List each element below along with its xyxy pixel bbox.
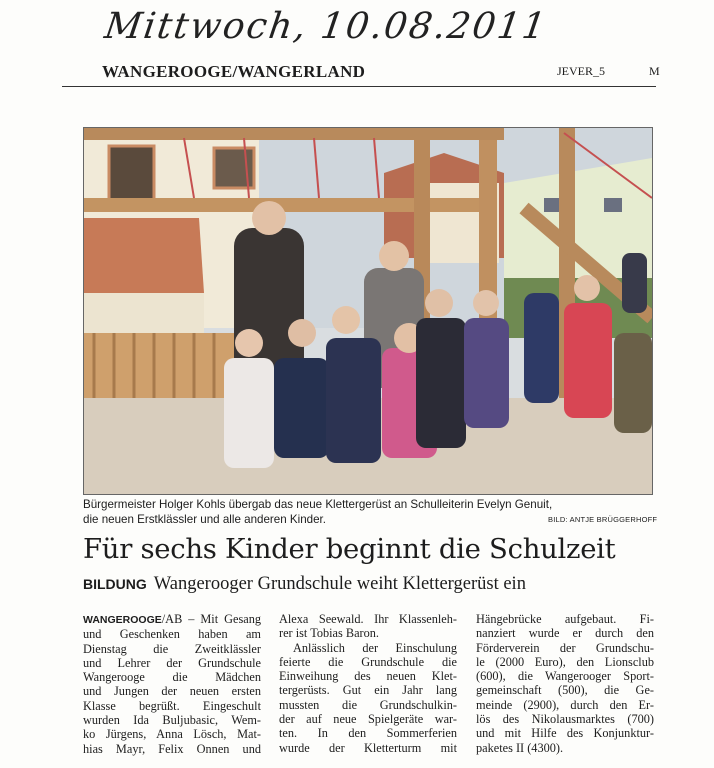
article-subtitle: Wangerooger Grundschule weiht Klettergerüst ein — [153, 574, 526, 594]
column-line: Wangerooge die Mädchen — [83, 670, 261, 685]
photo-illustration — [84, 128, 652, 494]
column-line: tergerüsts. Gut ein Jahr lang — [279, 683, 457, 698]
column-line: Anlässlich der Einschulung — [293, 640, 457, 655]
column-line: WANGEROOGE/AB – Mit Gesang — [83, 612, 261, 626]
column-line: le (2000 Euro), den Lionsclub — [476, 654, 654, 669]
column-line: und Jungen der neuen ersten — [83, 684, 261, 699]
column-line: ten. In den Sommerferien — [279, 726, 457, 741]
section-title: WANGEROOGE/WANGERLAND — [102, 62, 366, 81]
column-line: meinde (2900), durch den Er- — [476, 697, 654, 712]
caption-line-2: die neuen Erstklässler und alle anderen Kinder. — [83, 513, 326, 526]
column-line: Förderverein der Grundschu- — [476, 640, 654, 655]
article-column-3 — [476, 612, 654, 755]
page-header — [62, 62, 660, 87]
column-line: wurde der Kletterturm mit — [279, 740, 457, 755]
column-line: paketes II (4300). — [476, 740, 564, 755]
column-line: feierte die Grundschule die — [279, 654, 457, 669]
page-reference: JEVER_5 — [557, 64, 605, 78]
handwritten-date: Mittwoch, 10.08.2011 — [102, 6, 551, 47]
column-line: wurden Ida Buljubasic, Wem- — [83, 713, 261, 728]
column-line: lös des Nikolausmarktes (700) — [476, 712, 654, 727]
photo-credit: BILD: ANTJE BRÜGGERHOFF — [548, 515, 658, 524]
article-subline — [83, 574, 526, 595]
column-line: nanziert wurde er durch den — [476, 626, 654, 641]
column-line: Hängebrücke aufgebaut. Fi- — [476, 612, 654, 626]
article-column-1 — [83, 612, 261, 756]
column-line: und mit Hilfe des Konjunktur- — [476, 726, 654, 741]
column-line: Klasse begrüßt. Eingeschult — [83, 698, 261, 713]
column-line: Einweihung des neuen Klet- — [279, 669, 457, 684]
column-line: gemeinschaft (500), die Ge- — [476, 683, 654, 698]
column-line: hias Mayr, Felix Onnen und — [83, 741, 261, 756]
article-kicker: BILDUNG — [83, 576, 147, 592]
column-line: Alexa Seewald. Ihr Klassenleh- — [279, 612, 457, 626]
column-line: ko Jürgens, Anna Lösch, Mat- — [83, 727, 261, 742]
article-column-2 — [279, 612, 457, 755]
column-line: und Lehrer der Grundschule — [83, 655, 261, 670]
page-reference-cut: M — [649, 64, 660, 78]
column-line: Dienstag die Zweitklässler — [83, 641, 261, 656]
column-line: und Geschenken haben am — [83, 627, 261, 642]
column-line: der auf neue Spielgeräte war- — [279, 712, 457, 727]
article-dateline: WANGEROOGE — [83, 614, 162, 626]
column-line: rer ist Tobias Baron. — [279, 626, 380, 641]
column-line: mussten die Grundschulkin- — [279, 697, 457, 712]
column-line: (600), die Wangerooger Sport- — [476, 669, 654, 684]
article-photo — [83, 127, 653, 495]
caption-line-1: Bürgermeister Holger Kohls übergab das neue Klettergerüst an Schulleiterin Evelyn Genuit, — [83, 498, 553, 511]
article-headline: Für sechs Kinder beginnt die Schulzeit — [83, 533, 616, 565]
